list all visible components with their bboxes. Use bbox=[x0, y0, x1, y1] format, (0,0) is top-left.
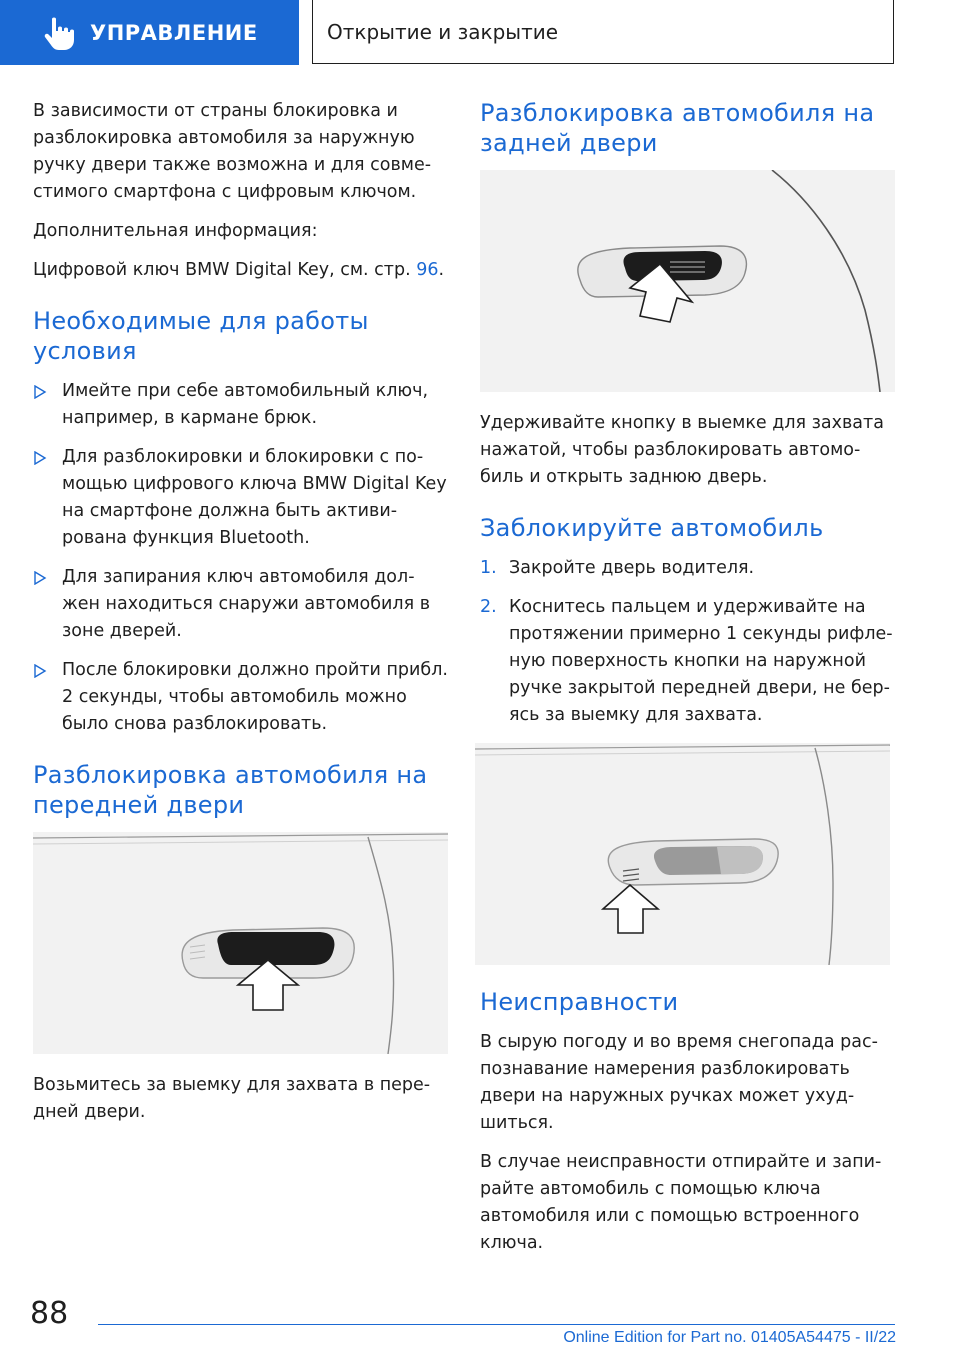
hand-pointer-icon bbox=[38, 13, 78, 53]
right-column bbox=[480, 98, 895, 1269]
triangle-bullet-icon bbox=[33, 571, 47, 585]
conditions-heading: Необходимые для работы условия bbox=[33, 307, 369, 365]
faults-paragraph-2: В случае неисправности отпирайте и запи-райте автомобиль с помощью ключа автомобиля или с помощью встроенного ключа. bbox=[480, 1152, 882, 1253]
digital-key-ref-text: Цифровой ключ BMW Digital Key, см. стр. bbox=[33, 260, 411, 280]
lock-touch-illustration bbox=[475, 743, 890, 965]
list-item bbox=[480, 594, 895, 729]
list-item-text: Для разблокировки и блокировки с по-мощью цифрового ключа BMW Digital Key на смартфоне должна быть активи-рована функция Bluetooth. bbox=[62, 447, 447, 548]
list-item bbox=[480, 555, 895, 582]
rear-door-handle-illustration bbox=[480, 170, 895, 392]
chapter-title: Открытие и закрытие bbox=[312, 0, 894, 64]
front-door-handle-illustration bbox=[33, 832, 448, 1054]
triangle-bullet-icon bbox=[33, 385, 47, 399]
more-info-label: Дополнительная информация: bbox=[33, 221, 318, 241]
rear-door-heading: Разблокировка автомобиля на задней двери bbox=[480, 99, 875, 157]
lock-heading: Заблокируйте автомобиль bbox=[480, 514, 824, 542]
intro-paragraph: В зависимости от страны блокировка и разблокировка автомобиля за наружную ручку двери также возможна и для совме-стимого смартфона с цифровым ключом. bbox=[33, 101, 432, 202]
list-item-text: Для запирания ключ автомобиля дол-жен находиться снаружи автомобиля в зоне дверей. bbox=[62, 567, 431, 641]
triangle-bullet-icon bbox=[33, 664, 47, 678]
front-door-text: Возьмитесь за выемку для захвата в пере-дней двери. bbox=[33, 1075, 431, 1122]
section-tab bbox=[0, 0, 299, 65]
front-door-heading: Разблокировка автомобиля на передней двери bbox=[33, 761, 428, 819]
list-item-text: После блокировки должно пройти прибл. 2 секунды, чтобы автомобиль можно было снова разблокировать. bbox=[62, 660, 448, 734]
page-number: 88 bbox=[30, 1296, 69, 1331]
step-number: 1. bbox=[480, 558, 497, 578]
step-text: Коснитесь пальцем и удерживайте на протяжении примерно 1 секунды рифле-ную поверхность кнопки на наружной ручке закрытой передней двери, не бер-ясь за выемку для захвата. bbox=[509, 597, 893, 725]
edition-footer: Online Edition for Part no. 01405A54475 - II/22 bbox=[563, 1329, 896, 1346]
page-link-96[interactable]: 96 bbox=[416, 260, 439, 280]
ref-end: . bbox=[438, 260, 445, 280]
section-title: УПРАВЛЕНИЕ bbox=[90, 20, 258, 45]
list-item-text: Имейте при себе автомобильный ключ, например, в кармане брюк. bbox=[62, 381, 429, 428]
rear-door-text: Удерживайте кнопку в выемке для захвата нажатой, чтобы разблокировать автомо-биль и открыть заднюю дверь. bbox=[480, 413, 884, 487]
left-column bbox=[33, 98, 448, 1138]
list-item bbox=[33, 378, 448, 432]
list-item bbox=[33, 564, 448, 645]
step-number: 2. bbox=[480, 597, 497, 617]
list-item bbox=[33, 444, 448, 552]
footer-divider bbox=[98, 1324, 895, 1325]
faults-paragraph-1: В сырую погоду и во время снегопада рас-познавание намерения разблокировать двери на наружных ручках может ухуд-шиться. bbox=[480, 1032, 878, 1133]
faults-heading: Неисправности bbox=[480, 988, 679, 1016]
triangle-bullet-icon bbox=[33, 451, 47, 465]
digital-key-reference bbox=[33, 257, 448, 284]
conditions-list bbox=[33, 378, 448, 738]
lock-steps-list bbox=[480, 555, 895, 729]
step-text: Закройте дверь водителя. bbox=[509, 558, 755, 578]
list-item bbox=[33, 657, 448, 738]
